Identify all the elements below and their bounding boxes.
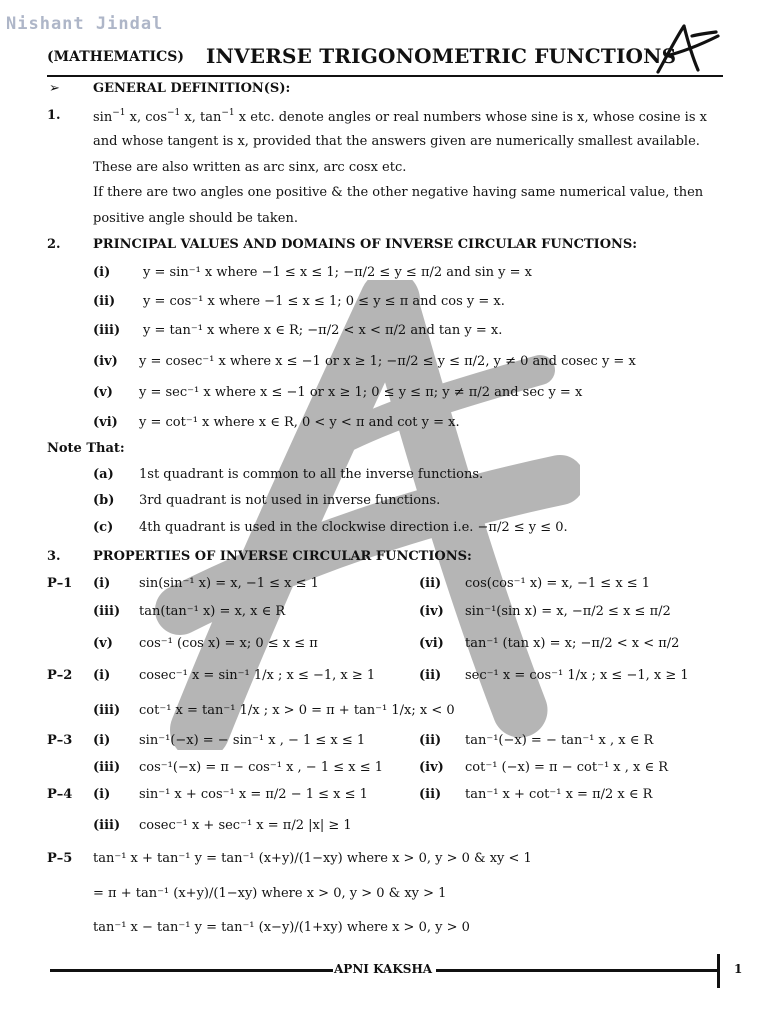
p2-formula-iii: cot⁻¹ x = tan⁻¹ 1/x ; x > 0 = π + tan⁻¹ 1/x; x < 0: [139, 703, 455, 718]
principal-value-vi: y = cot⁻¹ x where x ∈ R, 0 < y < π and cot y = x.: [139, 415, 460, 430]
p3-label-iv: (iv): [419, 760, 444, 775]
p3-formula-iv: cot⁻¹ (−x) = π − cot⁻¹ x , x ∈ R: [465, 760, 669, 775]
p4-label-i: (i): [93, 787, 111, 802]
chapter-title: INVERSE TRIGONOMETRIC FUNCTIONS: [206, 44, 677, 68]
p1-formula-iv: sin⁻¹(sin x) = x, −π/2 ≤ x ≤ π/2: [465, 604, 671, 619]
item-number-1: 1.: [47, 108, 61, 123]
p2-label-i: (i): [93, 668, 111, 683]
footer-brand: APNI KAKSHA: [334, 962, 433, 976]
footer-divider: [717, 954, 720, 988]
note-title: Note That:: [47, 441, 125, 456]
note-label-c: (c): [93, 520, 114, 535]
note-label-a: (a): [93, 467, 114, 482]
p2-label-ii: (ii): [419, 668, 442, 683]
definition-line-2: and whose tangent is x, provided that the answers given are numerically smallest available.: [93, 134, 700, 149]
arrow-bullet-icon: ➢: [49, 81, 60, 96]
section-properties-title: PROPERTIES OF INVERSE CIRCULAR FUNCTIONS:: [93, 549, 472, 564]
p5-formula-line-2: = π + tan⁻¹ (x+y)/(1−xy) where x > 0, y > 0 & xy > 1: [93, 886, 447, 901]
definition-line-1: $\sin^{-1} x$, $\cos^{-1} x$, $\tan^{-1} x$ etc. denote angles or real numbers whose sine is x, whose cosine is x: [93, 108, 707, 125]
p4-formula-iii: cosec⁻¹ x + sec⁻¹ x = π/2 |x| ≥ 1: [139, 818, 352, 833]
p2-formula-i: cosec⁻¹ x = sin⁻¹ 1/x ; x ≤ −1, x ≥ 1: [139, 668, 376, 683]
p4-formula-ii: tan⁻¹ x + cot⁻¹ x = π/2 x ∈ R: [465, 787, 653, 802]
p1-label-vi: (vi): [419, 636, 444, 651]
p3-formula-ii: tan⁻¹(−x) = − tan⁻¹ x , x ∈ R: [465, 733, 654, 748]
p3-label-iii: (iii): [93, 760, 121, 775]
p4-formula-i: sin⁻¹ x + cos⁻¹ x = π/2 − 1 ≤ x ≤ 1: [139, 787, 368, 802]
principal-label-iii: (iii): [93, 323, 121, 338]
p4-label-iii: (iii): [93, 818, 121, 833]
p5-formula-line-1: tan⁻¹ x + tan⁻¹ y = tan⁻¹ (x+y)/(1−xy) where x > 0, y > 0 & xy < 1: [93, 851, 532, 866]
p3-formula-i: sin⁻¹(−x) = − sin⁻¹ x , − 1 ≤ x ≤ 1: [139, 733, 366, 748]
p3-label-ii: (ii): [419, 733, 442, 748]
principal-label-vi: (vi): [93, 415, 118, 430]
p1-formula-ii: cos(cos⁻¹ x) = x, −1 ≤ x ≤ 1: [465, 576, 651, 591]
note-text-a: 1st quadrant is common to all the inverse functions.: [139, 467, 484, 482]
note-text-b: 3rd quadrant is not used in inverse functions.: [139, 493, 441, 508]
p3-formula-iii: cos⁻¹(−x) = π − cos⁻¹ x , − 1 ≤ x ≤ 1: [139, 760, 384, 775]
principal-value-iv: y = cosec⁻¹ x where x ≤ −1 or x ≥ 1; −π/2 ≤ y ≤ π/2, y ≠ 0 and cosec y = x: [139, 354, 636, 369]
principal-label-ii: (ii): [93, 294, 116, 309]
p4-label-ii: (ii): [419, 787, 442, 802]
principal-label-v: (v): [93, 385, 113, 400]
definition-line-5: positive angle should be taken.: [93, 211, 299, 226]
principal-value-iii: y = tan⁻¹ x where x ∈ R; −π/2 < x < π/2 and tan y = x.: [143, 323, 503, 338]
header-rule: [47, 75, 723, 77]
property-tag-p4: P–4: [47, 787, 73, 802]
item-number-3: 3.: [47, 549, 61, 564]
property-tag-p3: P–3: [47, 733, 73, 748]
property-tag-p1: P–1: [47, 576, 73, 591]
footer-rule-left: [50, 969, 333, 972]
section-general-title: GENERAL DEFINITION(S):: [93, 81, 291, 96]
p1-formula-vi: tan⁻¹ (tan x) = x; −π/2 < x < π/2: [465, 636, 680, 651]
p1-label-v: (v): [93, 636, 113, 651]
p2-formula-ii: sec⁻¹ x = cos⁻¹ 1/x ; x ≤ −1, x ≥ 1: [465, 668, 689, 683]
note-text-c: 4th quadrant is used in the clockwise direction i.e. −π/2 ≤ y ≤ 0.: [139, 520, 568, 535]
subject-label: (MATHEMATICS): [47, 49, 184, 65]
apni-kaksha-logo-icon: [652, 24, 722, 74]
p2-label-iii: (iii): [93, 703, 121, 718]
footer-rule-right: [436, 969, 718, 972]
definition-line-4: If there are two angles one positive & the other negative having same numerical value, then: [93, 185, 704, 200]
definition-line-3: These are also written as arc sinx, arc cosx etc.: [93, 160, 407, 175]
page-number: 1: [734, 962, 743, 976]
p1-formula-iii: tan(tan⁻¹ x) = x, x ∈ R: [139, 604, 286, 619]
note-label-b: (b): [93, 493, 115, 508]
item-number-2: 2.: [47, 237, 61, 252]
principal-value-i: y = sin⁻¹ x where −1 ≤ x ≤ 1; −π/2 ≤ y ≤ π/2 and sin y = x: [143, 265, 533, 280]
property-tag-p2: P–2: [47, 668, 73, 683]
p1-label-iv: (iv): [419, 604, 444, 619]
principal-value-ii: y = cos⁻¹ x where −1 ≤ x ≤ 1; 0 ≤ y ≤ π and cos y = x.: [143, 294, 505, 309]
p1-formula-i: sin(sin⁻¹ x) = x, −1 ≤ x ≤ 1: [139, 576, 319, 591]
principal-label-iv: (iv): [93, 354, 118, 369]
p1-label-iii: (iii): [93, 604, 121, 619]
brand-name: Nishant Jindal: [6, 14, 164, 34]
p3-label-i: (i): [93, 733, 111, 748]
p1-label-ii: (ii): [419, 576, 442, 591]
principal-value-v: y = sec⁻¹ x where x ≤ −1 or x ≥ 1; 0 ≤ y ≤ π; y ≠ π/2 and sec y = x: [139, 385, 583, 400]
section-principal-title: PRINCIPAL VALUES AND DOMAINS OF INVERSE CIRCULAR FUNCTIONS:: [93, 237, 638, 252]
property-tag-p5: P–5: [47, 851, 73, 866]
p5-formula-line-3: tan⁻¹ x − tan⁻¹ y = tan⁻¹ (x−y)/(1+xy) where x > 0, y > 0: [93, 920, 470, 935]
p1-label-i: (i): [93, 576, 111, 591]
p1-formula-v: cos⁻¹ (cos x) = x; 0 ≤ x ≤ π: [139, 636, 318, 651]
principal-label-i: (i): [93, 265, 111, 280]
